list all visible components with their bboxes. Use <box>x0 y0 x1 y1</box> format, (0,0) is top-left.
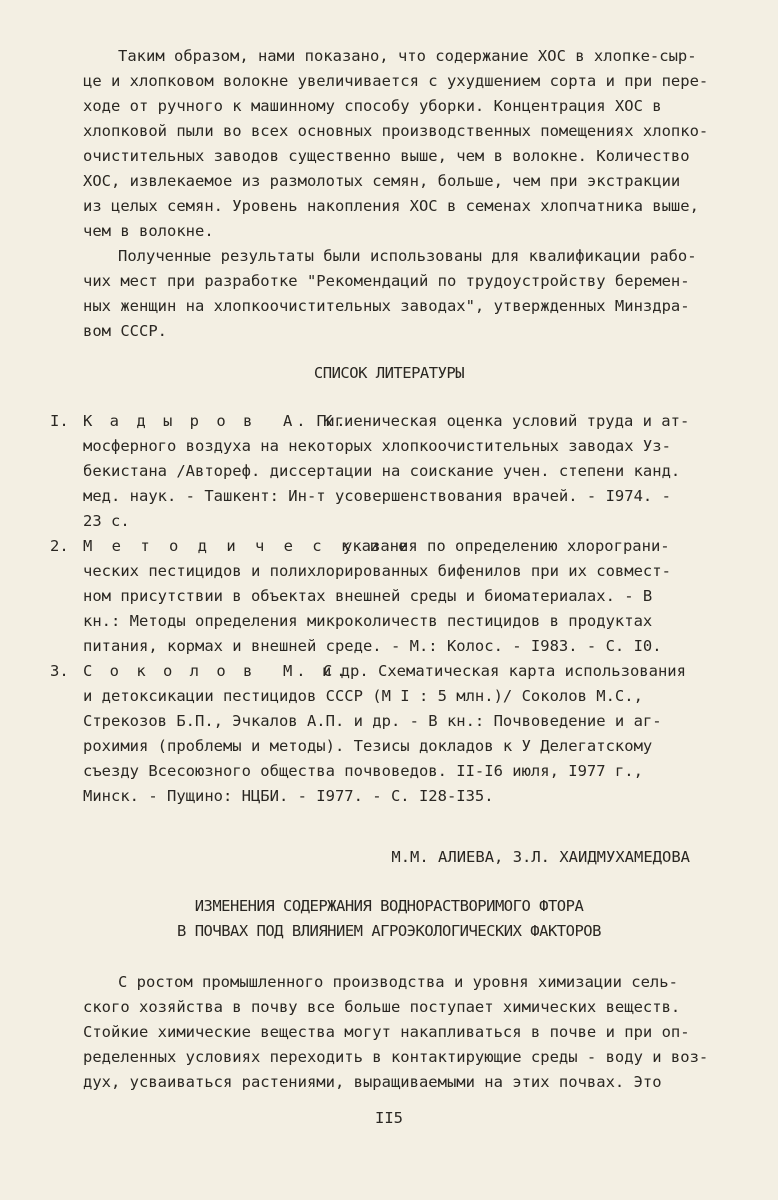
text-line: и детоксикации пестицидов СССР (М I : 5 млн.)/ Соколов М.С., <box>83 687 643 705</box>
text-line: съезду Всесоюзного общества почвоведов. II-I6 июля, I977 г., <box>83 762 643 780</box>
article-title-line: ИЗМЕНЕНИЯ СОДЕРЖАНИЯ ВОДНОРАСТВОРИМОГО ФТОРА <box>194 897 584 915</box>
reference-author: М е т о д и ч е с к и е <box>83 537 413 555</box>
text-line: чем в волокне. <box>83 222 214 240</box>
text-line: С ростом промышленного производства и уровня химизации сель- <box>118 973 678 991</box>
text-line: ном присутствии в объектах внешней среды и биоматериалах. - В <box>83 587 653 605</box>
text-line: це и хлопковом волокне увеличивается с ухудшением сорта и при пере- <box>83 72 709 90</box>
reference-number: I. <box>50 412 69 430</box>
text-line: ных женщин на хлопкоочистительных заводах", утвержденных Минздра- <box>83 297 690 315</box>
text-line: и др. Схематическая карта использования <box>322 662 686 680</box>
text-line: ределенных условиях переходить в контактирующие среды - воду и воз- <box>83 1048 709 1066</box>
text-line: чих мест при разработке "Рекомендаций по трудоустройству беремен- <box>83 272 690 290</box>
text-line: дух, усваиваться растениями, выращиваемыми на этих почвах. Это <box>83 1073 662 1091</box>
text-line: Стойкие химические вещества могут накапливаться в почве и при оп- <box>83 1023 690 1041</box>
text-line: из целых семян. Уровень накопления ХОС в семенах хлопчатника выше, <box>83 197 699 215</box>
text-line: ходе от ручного к машинному способу уборки. Концентрация ХОС в <box>83 97 662 115</box>
text-line: мосферного воздуха на некоторых хлопкоочистительных заводах Уз- <box>83 437 671 455</box>
article-authors: М.М. АЛИЕВА, З.Л. ХАИДМУХАМЕДОВА <box>391 848 690 866</box>
text-line: вом СССР. <box>83 322 167 340</box>
text-line: ческих пестицидов и полихлорированных бифенилов при их совмест- <box>83 562 671 580</box>
text-line: питания, кормах и внешней среде. - М.: Колос. - I983. - С. I0. <box>83 637 662 655</box>
text-line: Таким образом, нами показано, что содержание ХОС в хлопке-сыр- <box>118 47 697 65</box>
page-number: II5 <box>375 1109 403 1127</box>
article-title-line: В ПОЧВАХ ПОД ВЛИЯНИЕМ АГРОЭКОЛОГИЧЕСКИХ ФАКТОРОВ <box>177 922 601 940</box>
references-title: СПИСОК ЛИТЕРАТУРЫ <box>313 364 465 382</box>
text-line: Минск. - Пущино: НЦБИ. - I977. - С. I28-I35. <box>83 787 494 805</box>
text-line: 23 с. <box>83 512 130 530</box>
reference-author: К а д ы р о в А. К. <box>83 412 350 430</box>
text-line: бекистана /Автореф. диссертации на соискание учен. степени канд. <box>83 462 681 480</box>
text-line: ХОС, извлекаемое из размолотых семян, больше, чем при экстракции <box>83 172 681 190</box>
text-line: Стрекозов Б.П., Эчкалов А.П. и др. - В кн.: Почвоведение и аг- <box>83 712 662 730</box>
text-line: мед. наук. - Ташкент: Ин-т усовершенствования врачей. - I974. - <box>83 487 671 505</box>
text-line: хлопковой пыли во всех основных производственных помещениях хлопко- <box>83 122 709 140</box>
text-line: Полученные результаты были использованы для квалификации рабо- <box>118 247 697 265</box>
text-line: кн.: Методы определения микроколичеств пестицидов в продуктах <box>83 612 653 630</box>
text-line: рохимия (проблемы и методы). Тезисы докладов к У Делегатскому <box>83 737 653 755</box>
reference-number: 3. <box>50 662 69 680</box>
text-line: очистительных заводов существенно выше, чем в волокне. Количество <box>83 147 690 165</box>
text-line: ского хозяйства в почву все больше поступает химических веществ. <box>83 998 681 1016</box>
reference-number: 2. <box>50 537 69 555</box>
text-line: указания по определению хлорограни- <box>343 537 670 555</box>
text-line: Гигиеническая оценка условий труда и ат- <box>316 412 690 430</box>
reference-author: С о к о л о в М. С. <box>83 662 350 680</box>
